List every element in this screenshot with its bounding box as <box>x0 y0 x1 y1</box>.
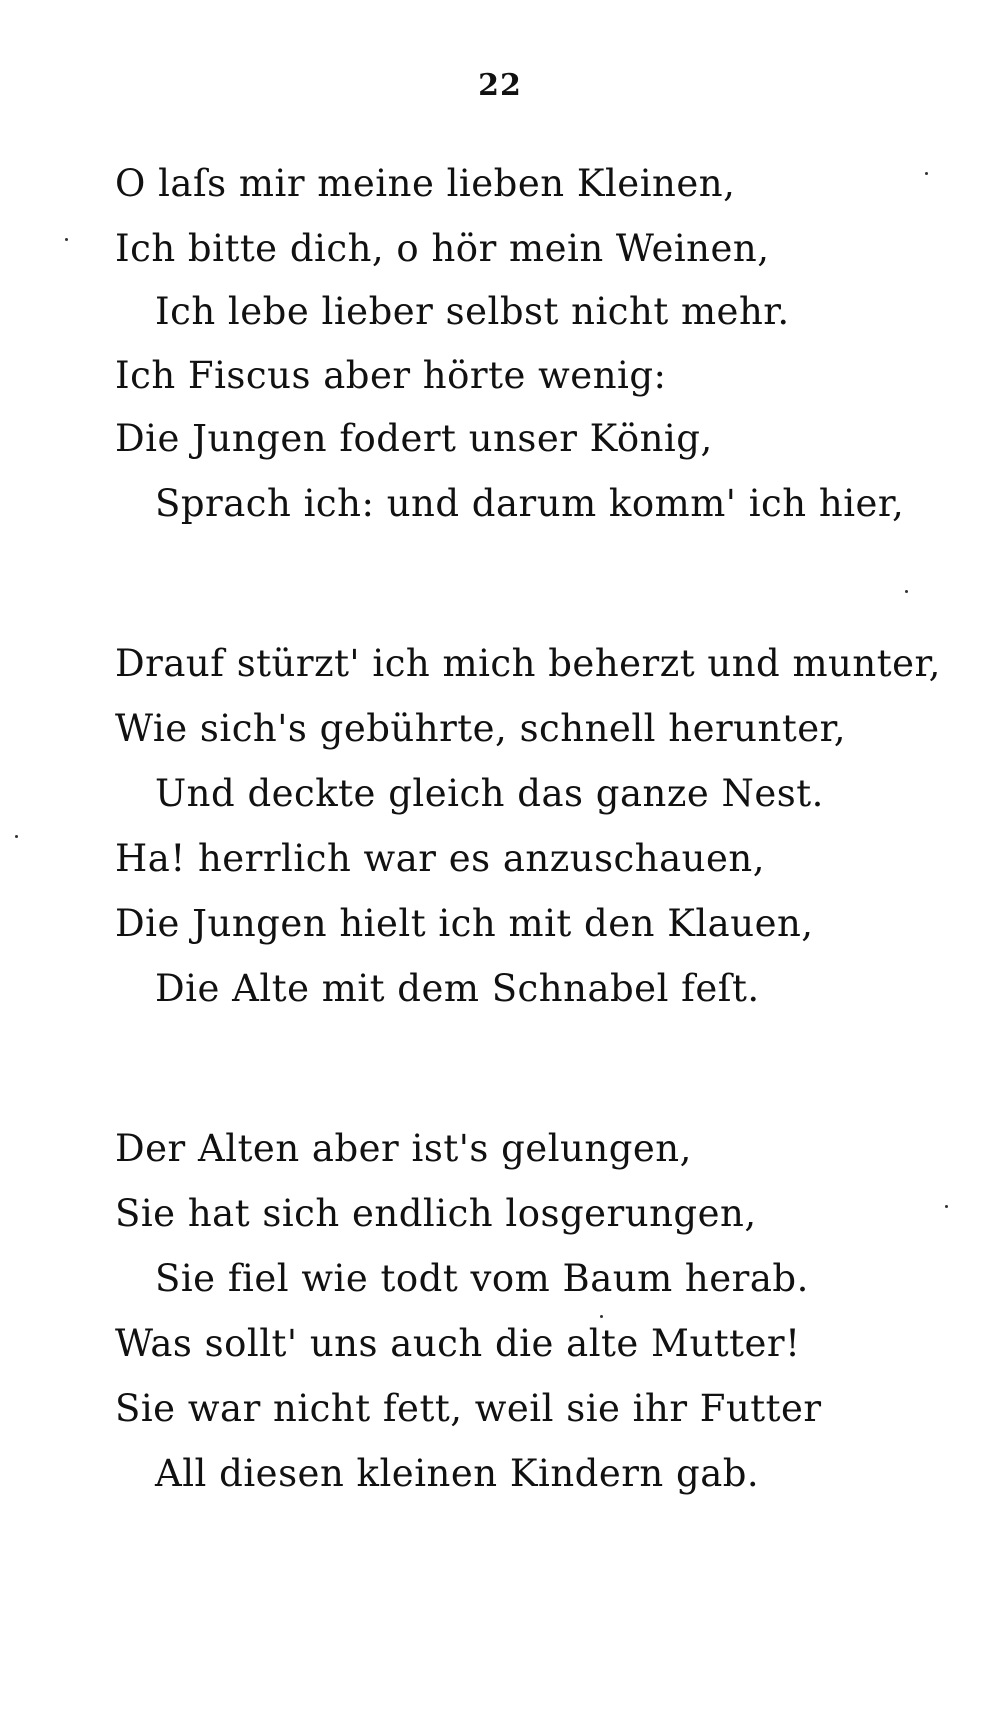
verse-line: Die Jungen fodert unser König, <box>115 417 713 460</box>
verse-line: Drauf stürzt' ich mich beherzt und munter, <box>115 642 941 685</box>
verse-line: Ha! herrlich war es anzuschauen, <box>115 837 765 880</box>
verse-line: Ich Fiscus aber hörte wenig: <box>115 354 667 397</box>
verse-line: All diesen kleinen Kindern gab. <box>155 1452 760 1495</box>
verse-line: Die Jungen hielt ich mit den Klauen, <box>115 902 814 945</box>
verse-line: Sprach ich: und darum komm' ich hier, <box>155 482 905 525</box>
verse-line: Sie war nicht fett, weil sie ihr Futter <box>115 1387 822 1430</box>
verse-line: Sie hat sich endlich losgerungen, <box>115 1192 757 1235</box>
print-speck <box>945 1205 948 1208</box>
verse-line: Die Alte mit dem Schnabel feſt. <box>155 967 760 1010</box>
print-speck <box>15 835 18 838</box>
print-speck <box>905 590 908 593</box>
verse-line: Der Alten aber ist's gelungen, <box>115 1127 692 1170</box>
verse-line: Ich bitte dich, o hör mein Weinen, <box>115 227 770 270</box>
verse-line: Wie sich's gebührte, schnell herunter, <box>115 707 846 750</box>
print-speck <box>65 238 68 241</box>
print-speck <box>600 1315 603 1318</box>
verse-line: Was sollt' uns auch die alte Mutter! <box>115 1322 801 1365</box>
verse-line: Und deckte gleich das ganze Nest. <box>155 772 824 815</box>
verse-line: Ich lebe lieber selbst nicht mehr. <box>155 290 790 333</box>
verse-line: O laſs mir meine lieben Kleinen, <box>115 162 736 205</box>
print-speck <box>925 172 928 175</box>
verse-line: Sie fiel wie todt vom Baum herab. <box>155 1257 809 1300</box>
page-number: 22 <box>478 68 522 103</box>
